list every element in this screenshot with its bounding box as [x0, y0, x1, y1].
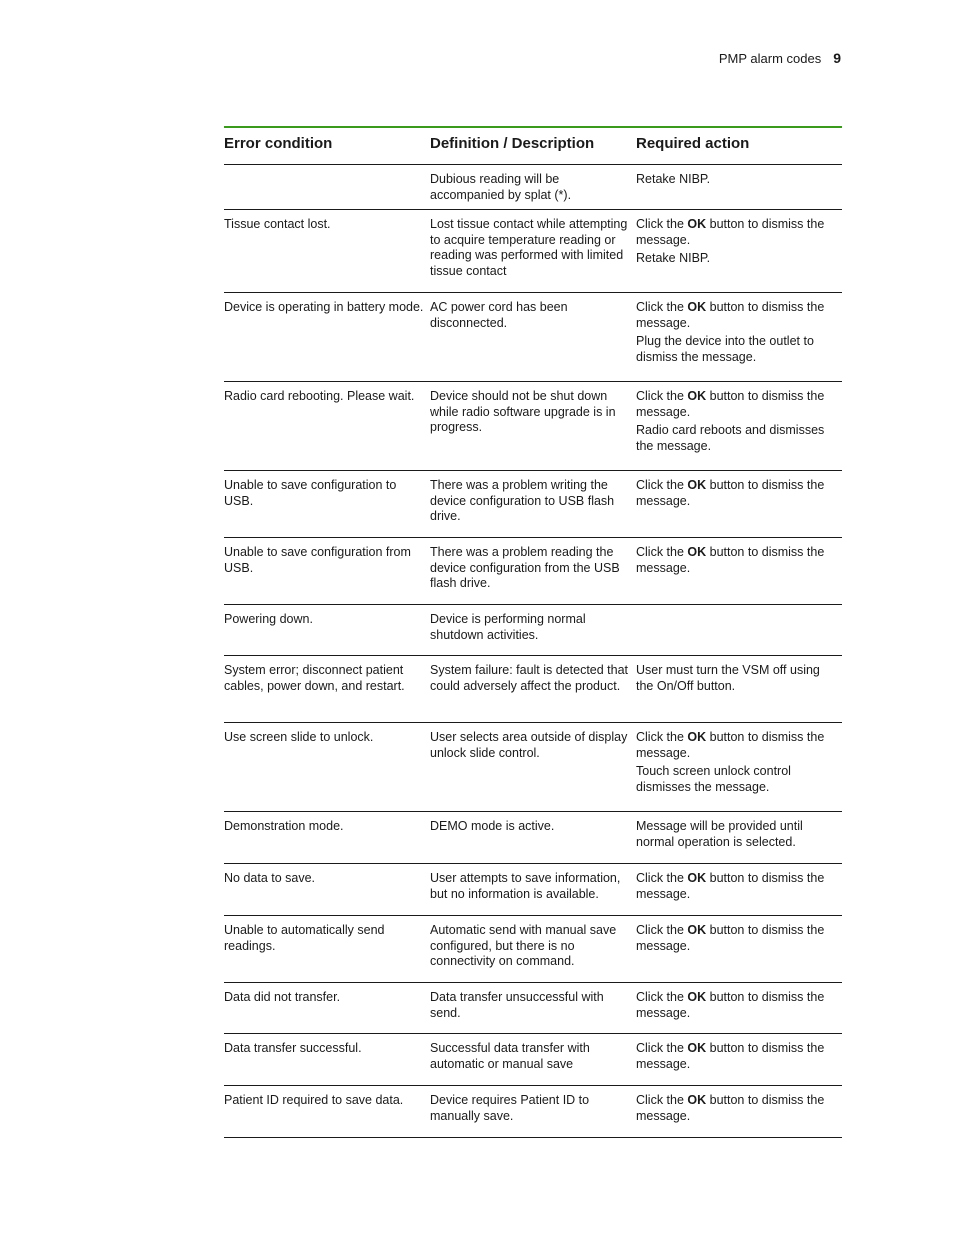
table-row — [224, 1086, 842, 1138]
required-action-cell — [636, 983, 842, 1034]
description-cell: Lost tissue contact while attempting to acquire temperature reading or reading was performed with limited tissue contact — [430, 210, 636, 293]
description-cell: There was a problem reading the device configuration from the USB flash drive. — [430, 538, 636, 605]
action-line: Click the OK button to dismiss the message. — [636, 730, 825, 760]
table-row — [224, 1034, 842, 1086]
action-line: Touch screen unlock control dismisses the message. — [636, 764, 791, 795]
error-condition-cell: Data did not transfer. — [224, 983, 430, 1034]
required-action-cell — [636, 165, 842, 210]
required-action-cell — [636, 1034, 842, 1086]
required-action-cell — [636, 1086, 842, 1138]
error-condition-cell: Use screen slide to unlock. — [224, 723, 430, 812]
ok-button-label: OK — [687, 217, 707, 231]
table-row — [224, 165, 842, 210]
ok-button-label: OK — [687, 1093, 707, 1107]
error-condition-cell: Radio card rebooting. Please wait. — [224, 382, 430, 471]
description-cell: User attempts to save information, but no information is available. — [430, 864, 636, 916]
error-condition-cell: Powering down. — [224, 605, 430, 656]
ok-button-label: OK — [687, 871, 707, 885]
action-line: Click the OK button to dismiss the message. — [636, 1093, 825, 1123]
action-line: Radio card reboots and dismisses the message. — [636, 423, 825, 454]
action-line: Click the OK button to dismiss the message. — [636, 1041, 825, 1071]
description-cell: System failure: fault is detected that could adversely affect the product. — [430, 656, 636, 723]
error-condition-cell: Tissue contact lost. — [224, 210, 430, 293]
action-line: Message will be provided until normal operation is selected. — [636, 819, 803, 849]
action-line: Click the OK button to dismiss the message. — [636, 389, 825, 419]
error-condition-cell: Demonstration mode. — [224, 812, 430, 864]
error-condition-cell: Unable to automatically send readings. — [224, 916, 430, 983]
column-header-required-action: Required action — [636, 127, 842, 165]
required-action-cell — [636, 382, 842, 471]
alarm-codes-table — [224, 126, 842, 1138]
table-row — [224, 723, 842, 812]
action-line: Click the OK button to dismiss the message. — [636, 923, 825, 953]
column-header-error-condition: Error condition — [224, 127, 430, 165]
required-action-cell — [636, 538, 842, 605]
description-cell: Device requires Patient ID to manually save. — [430, 1086, 636, 1138]
section-title: PMP alarm codes — [718, 51, 822, 66]
required-action-cell — [636, 656, 842, 723]
description-cell: User selects area outside of display unlock slide control. — [430, 723, 636, 812]
action-line: Retake NIBP. — [636, 251, 711, 266]
table-row — [224, 864, 842, 916]
description-cell: Device should not be shut down while radio software upgrade is in progress. — [430, 382, 636, 471]
error-condition-cell: System error; disconnect patient cables, power down, and restart. — [224, 656, 430, 723]
ok-button-label: OK — [687, 389, 707, 403]
action-line: Plug the device into the outlet to dismiss the message. — [636, 334, 814, 365]
column-header-description: Definition / Description — [430, 127, 636, 165]
table-row — [224, 605, 842, 656]
action-line: User must turn the VSM off using the On/Off button. — [636, 663, 820, 693]
action-line: Click the OK button to dismiss the message. — [636, 478, 825, 508]
action-line: Click the OK button to dismiss the message. — [636, 545, 825, 575]
action-line: Click the OK button to dismiss the message. — [636, 871, 825, 901]
required-action-cell — [636, 864, 842, 916]
description-cell: Successful data transfer with automatic or manual save — [430, 1034, 636, 1086]
ok-button-label: OK — [687, 990, 707, 1004]
required-action-cell — [636, 723, 842, 812]
table-row — [224, 812, 842, 864]
ok-button-label: OK — [687, 923, 707, 937]
description-cell: DEMO mode is active. — [430, 812, 636, 864]
table-row — [224, 656, 842, 723]
action-line: Retake NIBP. — [636, 172, 711, 186]
error-condition-cell: No data to save. — [224, 864, 430, 916]
error-condition-cell — [224, 165, 430, 210]
action-line: Click the OK button to dismiss the message. — [636, 300, 825, 330]
running-header — [719, 50, 841, 66]
ok-button-label: OK — [687, 1041, 707, 1055]
description-cell: Device is performing normal shutdown activities. — [430, 605, 636, 656]
table-row — [224, 983, 842, 1034]
table-row — [224, 538, 842, 605]
error-condition-cell: Device is operating in battery mode. — [224, 293, 430, 382]
ok-button-label: OK — [687, 730, 707, 744]
action-line: Click the OK button to dismiss the message. — [636, 990, 825, 1020]
ok-button-label: OK — [687, 478, 707, 492]
error-condition-cell: Data transfer successful. — [224, 1034, 430, 1086]
table-row — [224, 382, 842, 471]
page-number: 9 — [833, 50, 841, 66]
table-row — [224, 293, 842, 382]
description-cell: Automatic send with manual save configured, but there is no connectivity on command. — [430, 916, 636, 983]
table-header-row — [224, 127, 842, 165]
error-condition-cell: Unable to save configuration to USB. — [224, 471, 430, 538]
description-cell: There was a problem writing the device configuration to USB flash drive. — [430, 471, 636, 538]
description-cell: AC power cord has been disconnected. — [430, 293, 636, 382]
required-action-cell — [636, 210, 842, 293]
required-action-cell — [636, 293, 842, 382]
ok-button-label: OK — [687, 300, 707, 314]
action-line: Click the OK button to dismiss the message. — [636, 217, 825, 247]
table-row — [224, 916, 842, 983]
required-action-cell — [636, 605, 842, 656]
table-row — [224, 471, 842, 538]
required-action-cell — [636, 916, 842, 983]
required-action-cell — [636, 471, 842, 538]
error-condition-cell: Unable to save configuration from USB. — [224, 538, 430, 605]
description-cell: Dubious reading will be accompanied by splat (*). — [430, 165, 636, 210]
required-action-cell — [636, 812, 842, 864]
error-condition-cell: Patient ID required to save data. — [224, 1086, 430, 1138]
ok-button-label: OK — [687, 545, 707, 559]
table-row — [224, 210, 842, 293]
description-cell: Data transfer unsuccessful with send. — [430, 983, 636, 1034]
